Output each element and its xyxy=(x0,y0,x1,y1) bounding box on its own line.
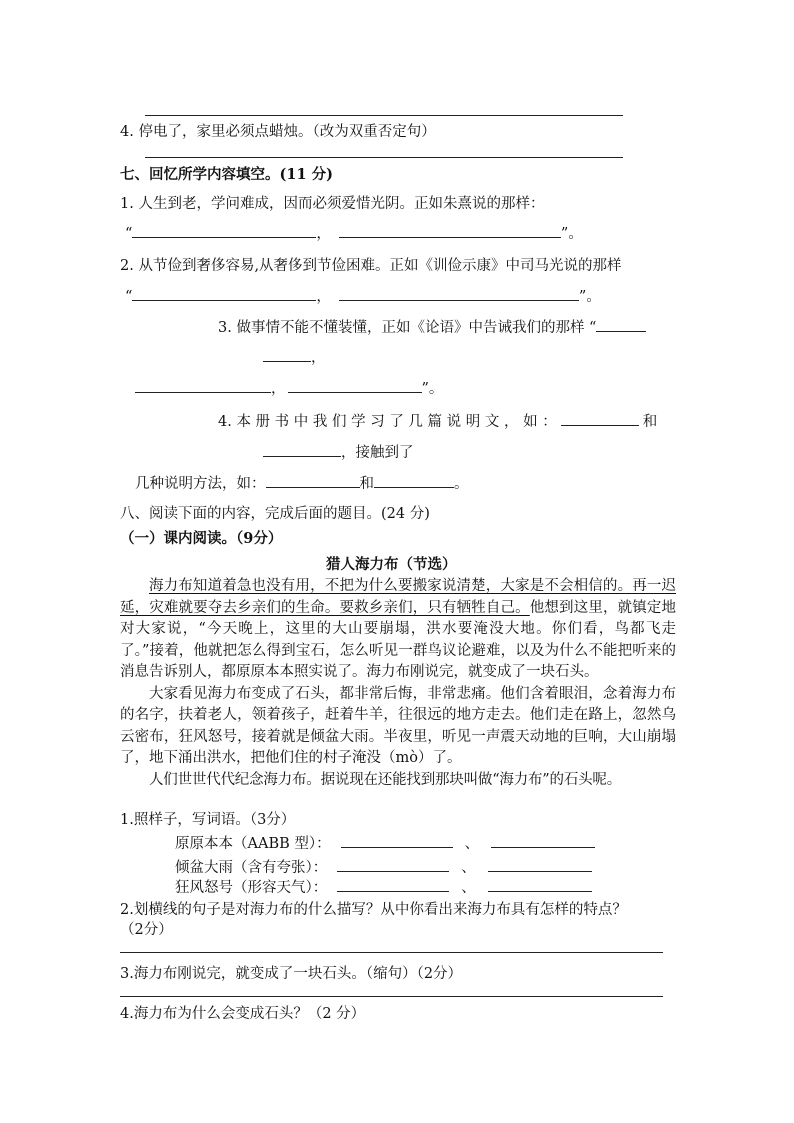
question-1: 1.照样子，写词语。（3分） xyxy=(120,812,296,828)
question-2: 2.划横线的句子是对海力布的什么描写？从中你看出来海力布具有怎样的特点？ xyxy=(120,902,627,918)
section-8-title: 八、阅读下面的内容，完成后面的题目。(24 分) xyxy=(120,506,430,522)
fill-blank[interactable] xyxy=(374,473,454,489)
fill-blank[interactable] xyxy=(488,857,592,873)
answer-line[interactable] xyxy=(145,157,623,158)
s7-item-4-methods: 几种说明方法，如： 和 。 xyxy=(135,472,469,493)
s7-item-2: 2. 从节俭到奢侈容易,从奢侈到节俭困难。正如《训俭示康》中司马光说的那样 xyxy=(120,258,622,274)
section-7-title: 七、回忆所学内容填空。(11 分) xyxy=(120,166,333,183)
passage-paragraph-3: 人们世世代代纪念海力布。据说现在还能找到那块叫做“海力布”的石头呢。 xyxy=(149,771,622,788)
question-2-score: （2分） xyxy=(120,922,173,938)
word-row-2: 倾盆大雨（含有夸张）： 、 xyxy=(175,856,592,877)
passage-title: 猎人海力布（节选） xyxy=(326,556,457,573)
s7-item-3: 3. 做事情不能不懂装懂，正如《论语》中告诫我们的那样 “ xyxy=(218,316,646,337)
question-4-rewrite: 4. 停电了，家里必须点蜡烛。（改为双重否定句） xyxy=(120,124,436,140)
subsection-title: （一）课内阅读。（9分） xyxy=(120,530,283,547)
passage-paragraph-1: 海力布知道着急也没有用，不把为什么要搬家说清楚，大家是不会相信的。再一迟延，灾难就要夺去乡亲们的生命。要救乡亲们，只有牺牲自己。他想到这里，就镇定地对大家说，“今天晚上，这里的大山要崩塌，洪水要淹没大地。你们看，鸟都飞走了。”接着，他就把怎么得到宝石，怎么听见一群鸟议论避难，以及为什么不能把听来的消息告诉别人，都原原本本照实说了。海力布刚说完，就变成了一块石头。 xyxy=(120,578,676,680)
fill-blank[interactable] xyxy=(488,877,592,893)
s7-item-3-blanks: ， ”。 xyxy=(135,377,443,398)
answer-line[interactable] xyxy=(120,952,663,953)
fill-blank[interactable] xyxy=(132,286,316,302)
fill-blank[interactable] xyxy=(288,378,422,394)
s7-item-1-blanks: “ ， ”。 xyxy=(125,222,583,243)
fill-blank[interactable] xyxy=(263,347,311,363)
word-row-1: 原原本本（AABB 型）： 、 xyxy=(175,832,595,853)
underlined-sentence: 海力布知道着急也没有用，不把为什么要搬家说清楚，大家是不会相信的。再一迟延，灾难就要夺去乡亲们的生命。要救乡亲们，只有牺牲自己。 xyxy=(120,578,676,616)
s7-item-2-blanks: “ ， ”。 xyxy=(125,285,601,306)
fill-blank[interactable] xyxy=(491,833,595,849)
fill-blank[interactable] xyxy=(339,223,561,239)
answer-line[interactable] xyxy=(120,996,663,997)
passage xyxy=(120,576,676,791)
fill-blank[interactable] xyxy=(337,877,449,893)
s7-item-4: 4. 本 册 书 中 我 们 学 习 了 几 篇 说 明 文 ， 如 ： 和 xyxy=(218,410,657,431)
fill-blank[interactable] xyxy=(341,833,453,849)
fill-blank[interactable] xyxy=(263,442,341,458)
question-3: 3.海力布刚说完，就变成了一块石头。（缩句）（2分） xyxy=(120,966,463,982)
fill-blank[interactable] xyxy=(266,473,360,489)
fill-blank[interactable] xyxy=(135,378,271,394)
fill-blank[interactable] xyxy=(561,411,639,427)
s7-item-4-cont: ，接触到了 xyxy=(263,441,414,462)
answer-line[interactable] xyxy=(145,115,623,116)
fill-blank[interactable] xyxy=(596,317,646,333)
question-4: 4.海力布为什么会变成石头？（2 分） xyxy=(120,1006,366,1022)
passage-paragraph-2: 大家看见海力布变成了石头，都非常后悔，非常悲痛。他们含着眼泪，念着海力布的名字，扶着老人，领着孩子，赶着牛羊，往很远的地方走去。他们走在路上，忽然乌云密布，狂风怒号，接着就是倾盆大雨。半夜里，听见一声震天动地的巨响，大山崩塌了，地下涌出洪水，把他们住的村子淹没（mò）了。 xyxy=(120,685,676,766)
s7-item-1: 1. 人生到老，学问难成，因而必须爱惜光阴。正如朱熹说的那样： xyxy=(120,196,545,212)
word-row-3: 狂风怒号（形容天气）： 、 xyxy=(175,876,592,897)
fill-blank[interactable] xyxy=(132,223,316,239)
fill-blank[interactable] xyxy=(339,286,579,302)
s7-item-3-cont: ， xyxy=(263,346,326,367)
fill-blank[interactable] xyxy=(337,857,449,873)
